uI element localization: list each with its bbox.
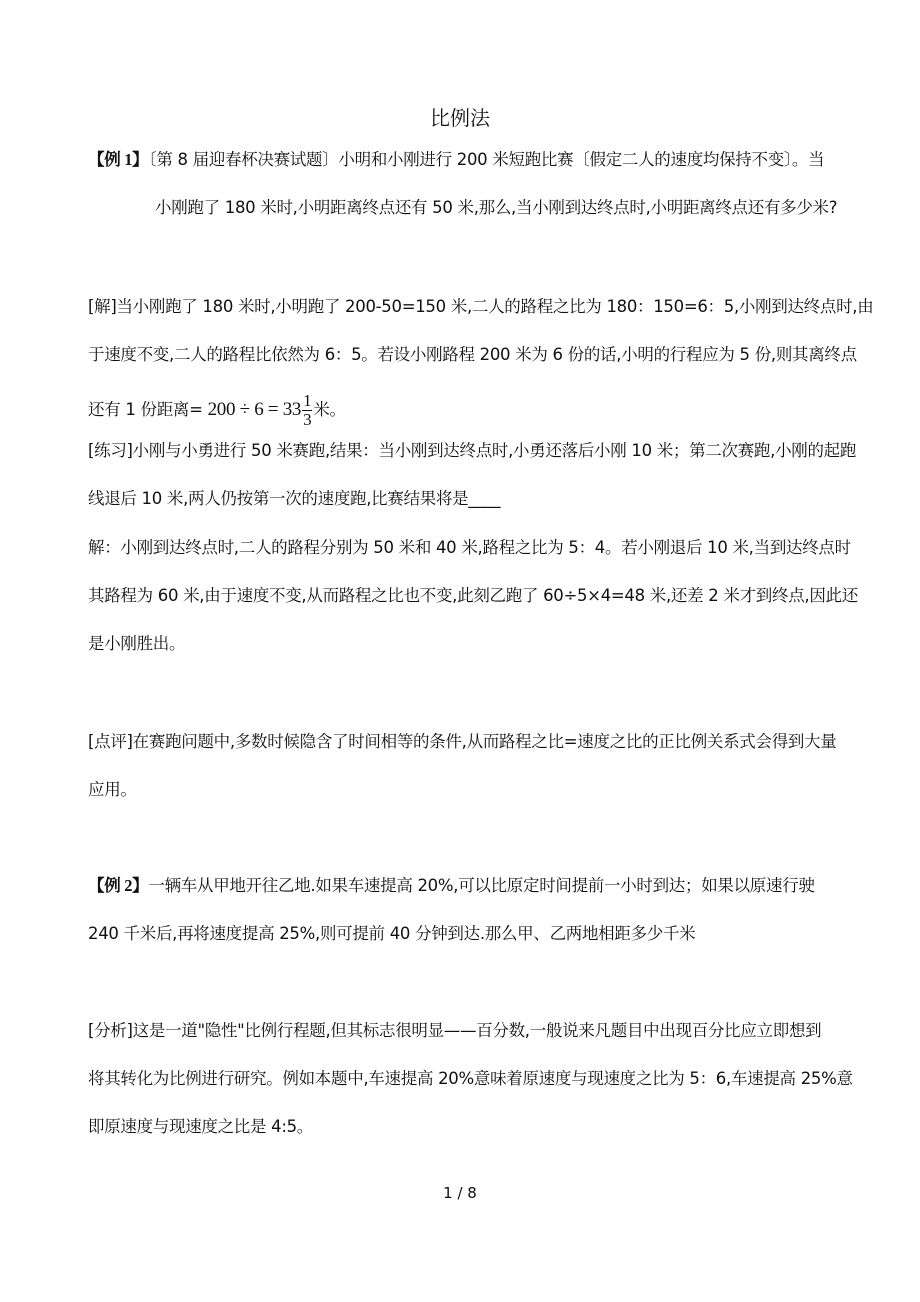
example2-text1: 一辆车从甲地开往乙地.如果车速提高 20%,可以比原定时间提前一小时到达；如果以原速行驶 (148, 876, 815, 895)
fraction (302, 392, 312, 429)
example2-label: 【例 2】 (88, 876, 149, 895)
fraction-denominator: 3 (303, 410, 312, 429)
comment-line2: 应用。 (88, 780, 137, 799)
practice-line1: [练习]小刚与小勇进行 50 米赛跑,结果：当小刚到达终点时,小勇还落后小刚 10 米；第二次赛跑,小刚的起跑 (88, 441, 857, 460)
example1-label: 【例 1】 (88, 150, 149, 169)
solution1-suffix: 米。 (313, 400, 346, 419)
example2-line1 (88, 875, 815, 897)
document-title: 比例法 (430, 106, 490, 130)
solution1-prefix: 还有 1 份距离= (88, 400, 203, 419)
solution1-line2: 于速度不变,二人的路程比依然为 6：5。若设小刚路程 200 米为 6 份的话,小明的行程应为 5 份,则其离终点 (88, 345, 857, 364)
formula: 200 ÷ 6 = 33 (207, 399, 302, 420)
analysis-line3: 即原速度与现速度之比是 4:5。 (88, 1117, 313, 1136)
analysis-line2: 将其转化为比例进行研究。例如本题中,车速提高 20%意味着原速度与现速度之比为 5：6,车速提高 25%意 (88, 1069, 853, 1088)
example1-line2: 小刚跑了 180 米时,小明距离终点还有 50 米,那么,当小刚到达终点时,小明距离终点还有多少米? (155, 198, 838, 217)
practice-solution-line1: 解：小刚到达终点时,二人的路程分别为 50 米和 40 米,路程之比为 5：4。若小刚退后 10 米,当到达终点时 (88, 538, 851, 557)
page-number: 1 / 8 (443, 1184, 477, 1202)
example2-line2: 240 千米后,再将速度提高 25%,则可提前 40 分钟到达.那么甲、乙两地相距多少千米 (88, 924, 696, 943)
example1-line1 (88, 149, 824, 171)
practice-line2: 线退后 10 米,两人仍按第一次的速度跑,比赛结果将是____ (88, 489, 501, 508)
example1-text1: 〔第 8 届迎春杯决赛试题〕小明和小刚进行 200 米短跑比赛〔假定二人的速度均保持不变〕。当 (148, 150, 825, 169)
solution1-line1: [解]当小刚跑了 180 米时,小明跑了 200-50=150 米,二人的路程之比为 180：150=6：5,小刚到达终点时,由 (88, 297, 874, 316)
comment-line1: [点评]在赛跑问题中,多数时候隐含了时间相等的条件,从而路程之比=速度之比的正比例关系式会得到大量 (88, 732, 837, 751)
practice-solution-line2: 其路程为 60 米,由于速度不变,从而路程之比也不变,此刻乙跑了 60÷5×4=48 米,还差 2 米才到终点,因此还 (88, 586, 858, 605)
practice-solution-line3: 是小刚胜出。 (88, 634, 186, 653)
fraction-numerator: 1 (303, 391, 312, 410)
solution1-line3 (88, 392, 346, 429)
analysis-line1: [分析]这是一道"隐性"比例行程题,但其标志很明显——百分数,一般说来凡题目中出现百分比应立即想到 (88, 1021, 822, 1040)
